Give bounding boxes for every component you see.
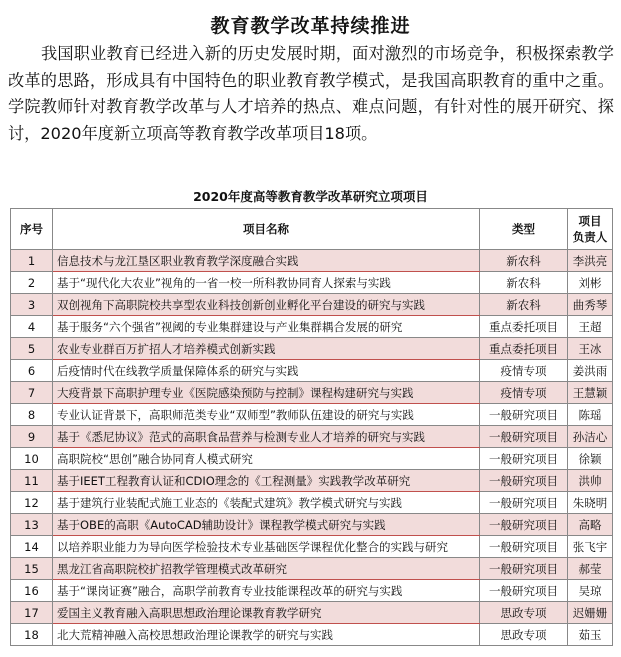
row-leader: 曲秀琴 (568, 294, 613, 316)
row-type: 一般研究项目 (480, 514, 568, 536)
row-type: 一般研究项目 (480, 558, 568, 580)
row-no: 3 (11, 294, 53, 316)
row-no: 9 (11, 426, 53, 448)
row-leader: 王慧颖 (568, 382, 613, 404)
row-type: 一般研究项目 (480, 448, 568, 470)
row-type: 疫情专项 (480, 382, 568, 404)
row-project-name: 基于《悉尼协议》范式的高职食品营养与检测专业人才培养的研究与实践 (53, 426, 480, 448)
table-row (11, 272, 613, 294)
table-row (11, 602, 613, 624)
row-project-name: 黑龙江省高职院校扩招教学管理模式改革研究 (53, 558, 480, 580)
row-project-name: 大疫背景下高职护理专业《医院感染预防与控制》课程构建研究与实践 (53, 382, 480, 404)
row-no: 11 (11, 470, 53, 492)
row-type: 疫情专项 (480, 360, 568, 382)
row-type: 思政专项 (480, 624, 568, 646)
table-row (11, 492, 613, 514)
row-project-name: 信息技术与龙江垦区职业教育教学深度融合实践 (53, 250, 480, 272)
row-leader: 郝莹 (568, 558, 613, 580)
row-no: 17 (11, 602, 53, 624)
table-row (11, 338, 613, 360)
header-no: 序号 (11, 209, 53, 250)
table-caption: 2020年度高等教育教学改革研究立项项目 (193, 189, 428, 204)
row-no: 8 (11, 404, 53, 426)
row-leader: 朱晓明 (568, 492, 613, 514)
table-row (11, 382, 613, 404)
row-no: 13 (11, 514, 53, 536)
page-title: 教育教学改革持续推进 (210, 15, 411, 37)
table-header-row (11, 209, 613, 250)
row-type: 重点委托项目 (480, 316, 568, 338)
row-project-name: 基于OBE的高职《AutoCAD辅助设计》课程教学模式研究与实践 (53, 514, 480, 536)
row-project-name: 基于“课岗证赛”融合，高职学前教育专业技能课程改革的研究与实践 (53, 580, 480, 602)
header-name: 项目名称 (53, 209, 480, 250)
row-type: 一般研究项目 (480, 470, 568, 492)
table-row (11, 360, 613, 382)
row-no: 12 (11, 492, 53, 514)
row-type: 新农科 (480, 250, 568, 272)
row-no: 15 (11, 558, 53, 580)
intro-paragraph: 我国职业教育已经进入新的历史发展时期，面对激烈的市场竞争，积极探索教学改革的思路，形成具有中国特色的职业教育教学模式，是我国高职教育的重中之重。学院教师针对教育教学改革与人才培养的热点、难点问题，有针对性的展开研究、探讨，2020年度新立项高等教育教学改革项目18项。 (8, 44, 614, 143)
row-leader: 高略 (568, 514, 613, 536)
row-no: 2 (11, 272, 53, 294)
row-leader: 洪帅 (568, 470, 613, 492)
row-leader: 迟姗姗 (568, 602, 613, 624)
row-no: 7 (11, 382, 53, 404)
row-project-name: 基于IEET工程教育认证和CDIO理念的《工程测量》实践教学改革研究 (53, 470, 480, 492)
row-no: 16 (11, 580, 53, 602)
row-leader: 王冰 (568, 338, 613, 360)
row-type: 一般研究项目 (480, 404, 568, 426)
row-leader: 茹玉 (568, 624, 613, 646)
row-project-name: 北大荒精神融入高校思想政治理论课教学的研究与实践 (53, 624, 480, 646)
row-project-name: 农业专业群百万扩招人才培养模式创新实践 (53, 338, 480, 360)
row-leader: 刘彬 (568, 272, 613, 294)
row-no: 4 (11, 316, 53, 338)
row-project-name: 爱国主义教育融入高职思想政治理论课教育教学研究 (53, 602, 480, 624)
table-row (11, 448, 613, 470)
row-leader: 姜洪雨 (568, 360, 613, 382)
row-type: 一般研究项目 (480, 492, 568, 514)
header-leader-line2: 负责人 (572, 230, 608, 244)
table-row (11, 294, 613, 316)
row-type: 新农科 (480, 272, 568, 294)
table-row (11, 624, 613, 646)
row-no: 10 (11, 448, 53, 470)
row-leader: 孙洁心 (568, 426, 613, 448)
header-leader-line1: 项目 (578, 214, 602, 228)
row-leader: 王超 (568, 316, 613, 338)
table-row (11, 316, 613, 338)
row-project-name: 专业认证背景下，高职师范类专业“双师型”教师队伍建设的研究与实践 (53, 404, 480, 426)
row-type: 新农科 (480, 294, 568, 316)
row-leader: 李洪亮 (568, 250, 613, 272)
table-row (11, 404, 613, 426)
projects-table (10, 208, 613, 646)
header-type: 类型 (480, 209, 568, 250)
table-row (11, 426, 613, 448)
row-type: 思政专项 (480, 602, 568, 624)
row-leader: 吴琼 (568, 580, 613, 602)
row-project-name: 以培养职业能力为导向医学检验技术专业基础医学课程优化整合的实践与研究 (53, 536, 480, 558)
table-row (11, 250, 613, 272)
header-leader (568, 209, 613, 250)
row-project-name: 双创视角下高职院校共享型农业科技创新创业孵化平台建设的研究与实践 (53, 294, 480, 316)
row-no: 14 (11, 536, 53, 558)
row-project-name: 基于建筑行业装配式施工业态的《装配式建筑》教学模式研究与实践 (53, 492, 480, 514)
row-leader: 张飞宇 (568, 536, 613, 558)
table-row (11, 580, 613, 602)
row-project-name: 高职院校“思创”融合协同育人模式研究 (53, 448, 480, 470)
table-row (11, 536, 613, 558)
row-leader: 陈瑶 (568, 404, 613, 426)
row-no: 1 (11, 250, 53, 272)
table-row (11, 470, 613, 492)
row-type: 重点委托项目 (480, 338, 568, 360)
row-type: 一般研究项目 (480, 536, 568, 558)
row-project-name: 基于服务“六个强省”视阈的专业集群建设与产业集群耦合发展的研究 (53, 316, 480, 338)
row-type: 一般研究项目 (480, 426, 568, 448)
row-no: 6 (11, 360, 53, 382)
table-row (11, 514, 613, 536)
row-no: 5 (11, 338, 53, 360)
row-leader: 徐颖 (568, 448, 613, 470)
row-project-name: 基于“现代化大农业”视角的一省一校一所科教协同育人探索与实践 (53, 272, 480, 294)
row-no: 18 (11, 624, 53, 646)
row-project-name: 后疫情时代在线教学质量保障体系的研究与实践 (53, 360, 480, 382)
table-row (11, 558, 613, 580)
row-type: 一般研究项目 (480, 580, 568, 602)
